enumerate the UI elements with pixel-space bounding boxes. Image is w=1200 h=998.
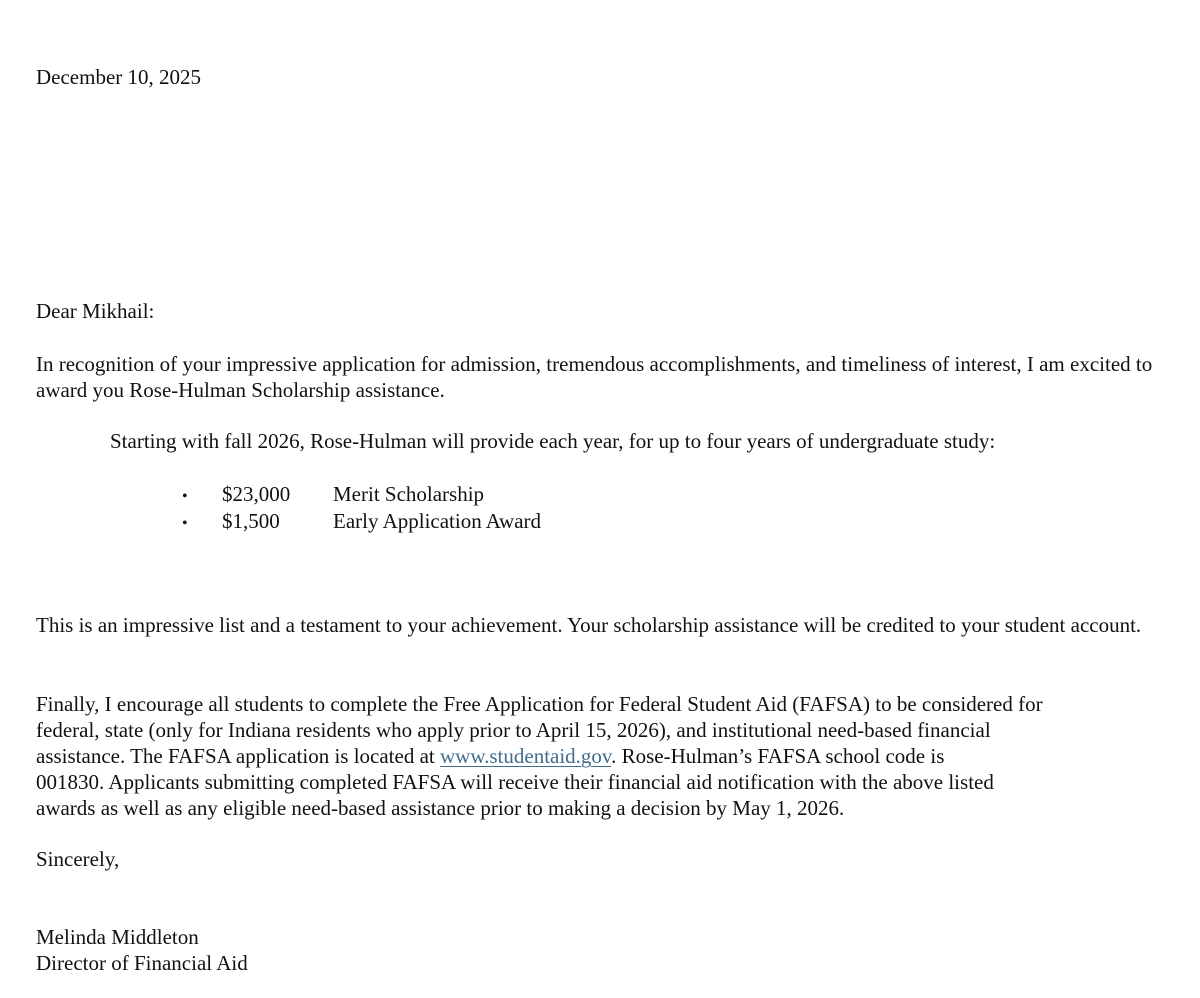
achievement-paragraph: This is an impressive list and a testament to your achievement. Your scholarship assistance will be credited to your student account. (36, 613, 1142, 637)
award-amount: $23,000 (222, 482, 291, 506)
fafsa-paragraph (36, 691, 1176, 821)
signer-title: Director of Financial Aid (36, 951, 248, 975)
fafsa-line: Finally, I encourage all students to complete the Free Application for Federal Student Aid (FAFSA) to be considered for (36, 692, 1043, 716)
fafsa-line (36, 743, 1176, 769)
award-name: Merit Scholarship (333, 482, 485, 506)
award-amount: $1,500 (222, 509, 280, 533)
fafsa-line: awards as well as any eligible need-based assistance prior to making a decision by May 1, 2026. (36, 796, 845, 820)
award-item (180, 481, 541, 508)
letter-date: December 10, 2025 (36, 65, 202, 89)
fafsa-text: . Rose-Hulman’s FAFSA school code is (611, 744, 945, 768)
bullet-icon: • (182, 488, 188, 505)
award-name: Early Application Award (333, 509, 542, 533)
award-item (180, 508, 541, 535)
award-paragraph: In recognition of your impressive application for admission, tremendous accomplishments, and timeliness of interest, I am excited to award you Rose-Hulman Scholarship assistance. (36, 352, 1153, 402)
bullet-icon: • (182, 515, 188, 532)
fafsa-line: federal, state (only for Indiana residents who apply prior to April 15, 2026), and institutional need-based financial (36, 718, 991, 742)
signer-name: Melinda Middleton (36, 925, 199, 949)
closing: Sincerely, (36, 847, 120, 871)
fafsa-line: 001830. Applicants submitting completed FAFSA will receive their financial aid notification with the above listed (36, 770, 994, 794)
salutation: Dear Mikhail: (36, 299, 155, 323)
fafsa-text: assistance. The FAFSA application is located at (36, 744, 440, 768)
award-list (180, 481, 541, 535)
studentaid-link[interactable]: www.studentaid.gov (439, 744, 612, 768)
award-intro: Starting with fall 2026, Rose-Hulman will provide each year, for up to four years of undergraduate study: (110, 429, 996, 453)
